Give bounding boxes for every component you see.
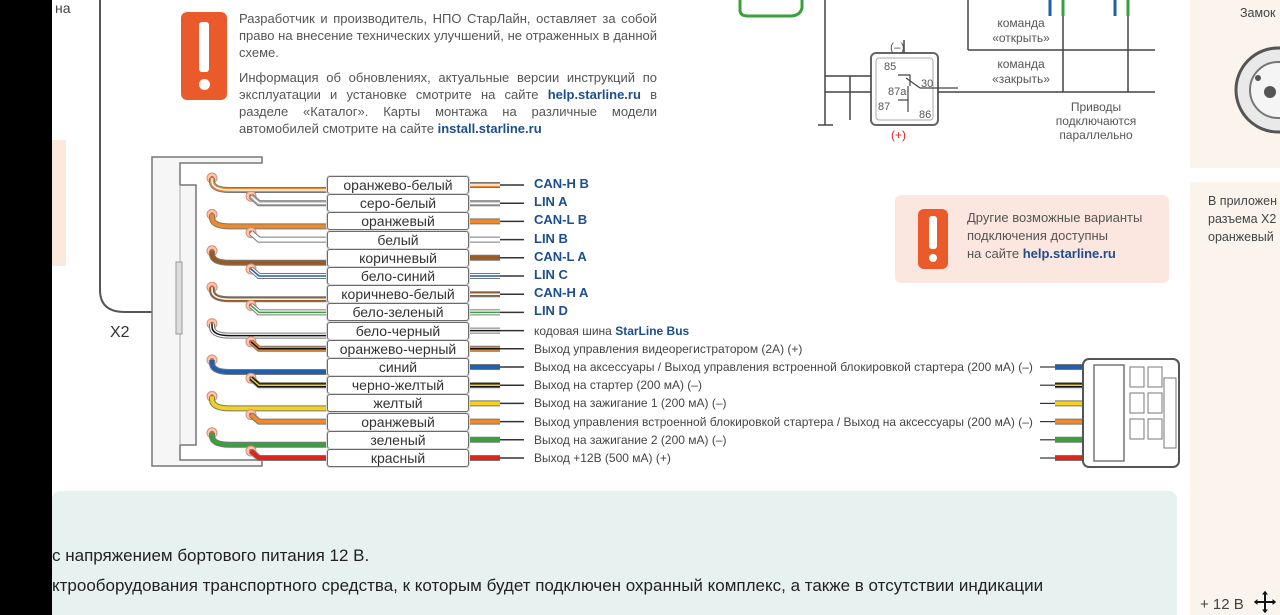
relay-plus-label: (+): [891, 128, 906, 142]
help-link[interactable]: help.starline.ru: [547, 87, 641, 102]
starline-bus-signal-label: кодовая шина StarLine Bus: [534, 323, 690, 338]
output-signal-label: Выход на зажигание 1 (200 мА) (–): [534, 396, 727, 411]
output-signal-label: Выход +12В (500 мА) (+): [534, 451, 671, 465]
right-panel-text-3: оранжевый: [1208, 230, 1274, 244]
wire: [212, 433, 327, 445]
tip-box: [895, 195, 1169, 283]
wire-color-label: красный: [327, 449, 469, 467]
install-link[interactable]: install.starline.ru: [437, 121, 542, 136]
right-panel-text-2: разъема X2: [1208, 212, 1277, 226]
wire: [251, 269, 327, 276]
wire-color-label: черно-желтый: [327, 376, 469, 394]
bus-signal-label: LIN D: [534, 303, 568, 319]
bus-signal-label: CAN-H B: [534, 176, 589, 191]
ignition-lock-icon: [1230, 40, 1280, 140]
bus-signal-label: LIN A: [534, 194, 568, 210]
right-panel-bottom: [1190, 182, 1280, 615]
wire: [212, 178, 327, 190]
notice-paragraph-1: Разработчик и производитель, НПО СтарЛайн, оставляет за собой право на внесение технических улучшений, не отраженных в данной схеме.: [239, 11, 657, 60]
wire-color-label: серо-белый: [327, 194, 469, 212]
output-signal-label: Выход управления встроенной блокировкой стартера / Выход на аксессуары (200 мА) (–): [534, 414, 1033, 429]
wire-color-label: бело-зеленый: [327, 303, 469, 321]
wire: [212, 396, 327, 408]
wire-color-label: оранжевый: [327, 212, 469, 230]
wire: [212, 214, 327, 226]
output-signal-label: Выход на зажигание 2 (200 мА) (–): [534, 432, 727, 447]
top-left-text-fragment: на: [55, 0, 71, 16]
relay-pin-87a: 87a: [888, 86, 907, 98]
wire: [212, 324, 327, 336]
wire-color-label: зеленый: [327, 431, 469, 449]
wire-color-label: оранжево-белый: [327, 176, 469, 194]
wire: [251, 233, 327, 240]
cable-x2-line: [100, 0, 152, 312]
relay-pin-87: 87: [878, 101, 891, 113]
x2-connector-housing: [152, 157, 262, 466]
move-cursor-icon: [1252, 589, 1278, 615]
relay-pin-86: 86: [919, 109, 932, 121]
connector-x2-label: X2: [110, 324, 130, 341]
bus-signal-label: CAN-L A: [534, 248, 587, 264]
relay-pin-30: 30: [921, 78, 934, 90]
wire-color-label: коричнево-белый: [327, 285, 469, 303]
wire: [212, 251, 327, 263]
drives-parallel-note: Приводы подключаются параллельно: [1055, 100, 1137, 142]
bus-signal-label: CAN-L B: [534, 212, 588, 228]
wire: [251, 378, 327, 385]
wire: [212, 287, 327, 299]
wire: [251, 305, 327, 312]
command-close-label: команда «закрыть»: [992, 57, 1050, 86]
output-connector: [1083, 359, 1179, 467]
wire-color-label: бело-черный: [327, 322, 469, 340]
wire: [251, 196, 327, 203]
right-panel-text-1: В приложен: [1208, 194, 1277, 208]
wire-color-label: белый: [327, 231, 469, 249]
wire-color-label: желтый: [327, 394, 469, 412]
output-signal-label: Выход управления видеорегистратором (2А) (+): [534, 341, 803, 356]
wire-color-label: оранжевый: [327, 413, 469, 431]
relay-pin-85: 85: [884, 61, 897, 73]
wire: [212, 360, 327, 372]
wire-color-label: бело-синий: [327, 267, 469, 285]
wire-color-label: коричневый: [327, 249, 469, 267]
output-signal-label: Выход на стартер (200 мА) (–): [534, 378, 702, 393]
wire-color-label: синий: [327, 358, 469, 376]
info-warning-icon: [918, 209, 948, 269]
bus-signal-label: CAN-H A: [534, 285, 589, 301]
right-panel-top: [1190, 0, 1280, 168]
right-panel-voltage: + 12 В: [1200, 596, 1244, 613]
wire: [251, 451, 327, 458]
lock-label: Замок: [1240, 6, 1276, 20]
wire-color-label: оранжево-черный: [327, 340, 469, 358]
bus-signal-label: LIN C: [534, 267, 568, 282]
relay-minus-label: (–): [890, 40, 905, 54]
wire: [251, 415, 327, 422]
bottom-text-line-1: с напряжением бортового питания 12 В.: [52, 546, 370, 565]
output-signal-label: Выход на аксессуары / Выход управления встроенной блокировкой стартера (200 мА) (–): [534, 360, 1033, 374]
tip-help-link[interactable]: help.starline.ru: [1022, 246, 1116, 261]
notice-paragraph-2: Информация об обновлениях, актуальные версии инструкций по эксплуатации и установке смотрите на сайте help.starline.ru в разделе «Каталог». Карты монтажа на различные модели автомобилей смотрите на сайте install.starline.ru: [239, 70, 657, 136]
wire: [251, 342, 327, 349]
tip-text: Другие возможные варианты подключения доступны на сайте help.starline.ru: [967, 210, 1143, 261]
bottom-text-line-2: ктрооборудования транспортного средства, к которым будет подключен охранный комплекс, а также в отсутствии индикации: [52, 576, 1044, 595]
bus-signal-label: LIN B: [534, 230, 568, 246]
command-open-label: команда «открыть»: [992, 16, 1050, 45]
